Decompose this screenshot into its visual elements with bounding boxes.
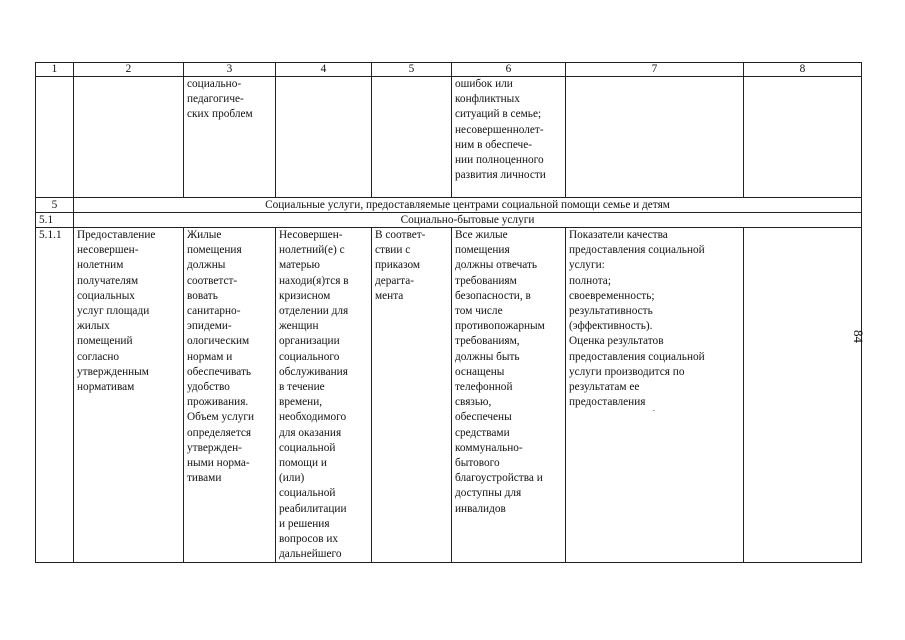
table-cell: социально- педагогиче- ских проблем [184, 77, 276, 198]
service-cost-cell: В соответ- ствии с приказом деparта- мента [372, 228, 452, 563]
column-number: 3 [184, 63, 276, 77]
table-cell [744, 77, 862, 198]
column-number: 1 [36, 63, 74, 77]
column-number: 7 [566, 63, 744, 77]
table-cell [36, 77, 74, 198]
continuation-row [36, 77, 862, 198]
column-number: 8 [744, 63, 862, 77]
subsection-row [36, 213, 862, 228]
table-cell: ошибок или конфликтных ситуаций в семье; несовершеннолет- ним в обеспече- нии полноценного развития личности [452, 77, 566, 198]
column-number: 6 [452, 63, 566, 77]
table-cell [744, 228, 862, 563]
service-conditions-cell: Все жилые помещения должны отвечать требованиям безопасности, в том числе противопожарным требованиям, должны быть оснащены телефонной связью, обеспечены средствами коммунально- бытового благоустройства и доступны для инвалидов [452, 228, 566, 563]
service-name-cell: Предоставление несовершен- нолетним получателям социальных услуг площади жилых помещений согласно утвержденным нормативам [74, 228, 184, 563]
row-number: 5.1.1 [36, 228, 74, 563]
table-row [36, 228, 862, 563]
section-number: 5 [36, 198, 74, 213]
table-cell [276, 77, 372, 198]
services-table [35, 62, 862, 563]
section-row [36, 198, 862, 213]
subsection-number: 5.1 [36, 213, 74, 228]
column-number: 5 [372, 63, 452, 77]
service-term-cell: Несовершен- нолетний(е) с матерью находи(я)тся в кризисном отделении для женщин организации социального обслуживания в течение времени, необходимого для оказания социальной помощи и (или) социальной реабилитации и решения вопросов их дальнейшего [276, 228, 372, 563]
table-cell [74, 77, 184, 198]
section-title: Социальные услуги, предоставляемые центрами социальной помощи семье и детям [74, 198, 862, 213]
column-number: 4 [276, 63, 372, 77]
table-cell [372, 77, 452, 198]
subsection-title: Социально-бытовые услуги [74, 213, 862, 228]
page-number: 84 [851, 330, 866, 343]
column-number: 2 [74, 63, 184, 77]
table-cell [566, 77, 744, 198]
quality-indicators-cell: Показатели качества предоставления социальной услуги: полнота; своевременность; результативность (эффективность). Оценка результатов предоставления социальной услуги производится по результатам ее предоставления [566, 228, 744, 563]
service-description-cell: Жилые помещения должны соответст- вовать санитарно- эпидеми- ологическим нормам и обеспечивать удобство проживания. Объем услуги определяется утвержден- ными норма- тивами [184, 228, 276, 563]
column-number-row [36, 63, 862, 77]
stray-mark: . [653, 404, 655, 413]
